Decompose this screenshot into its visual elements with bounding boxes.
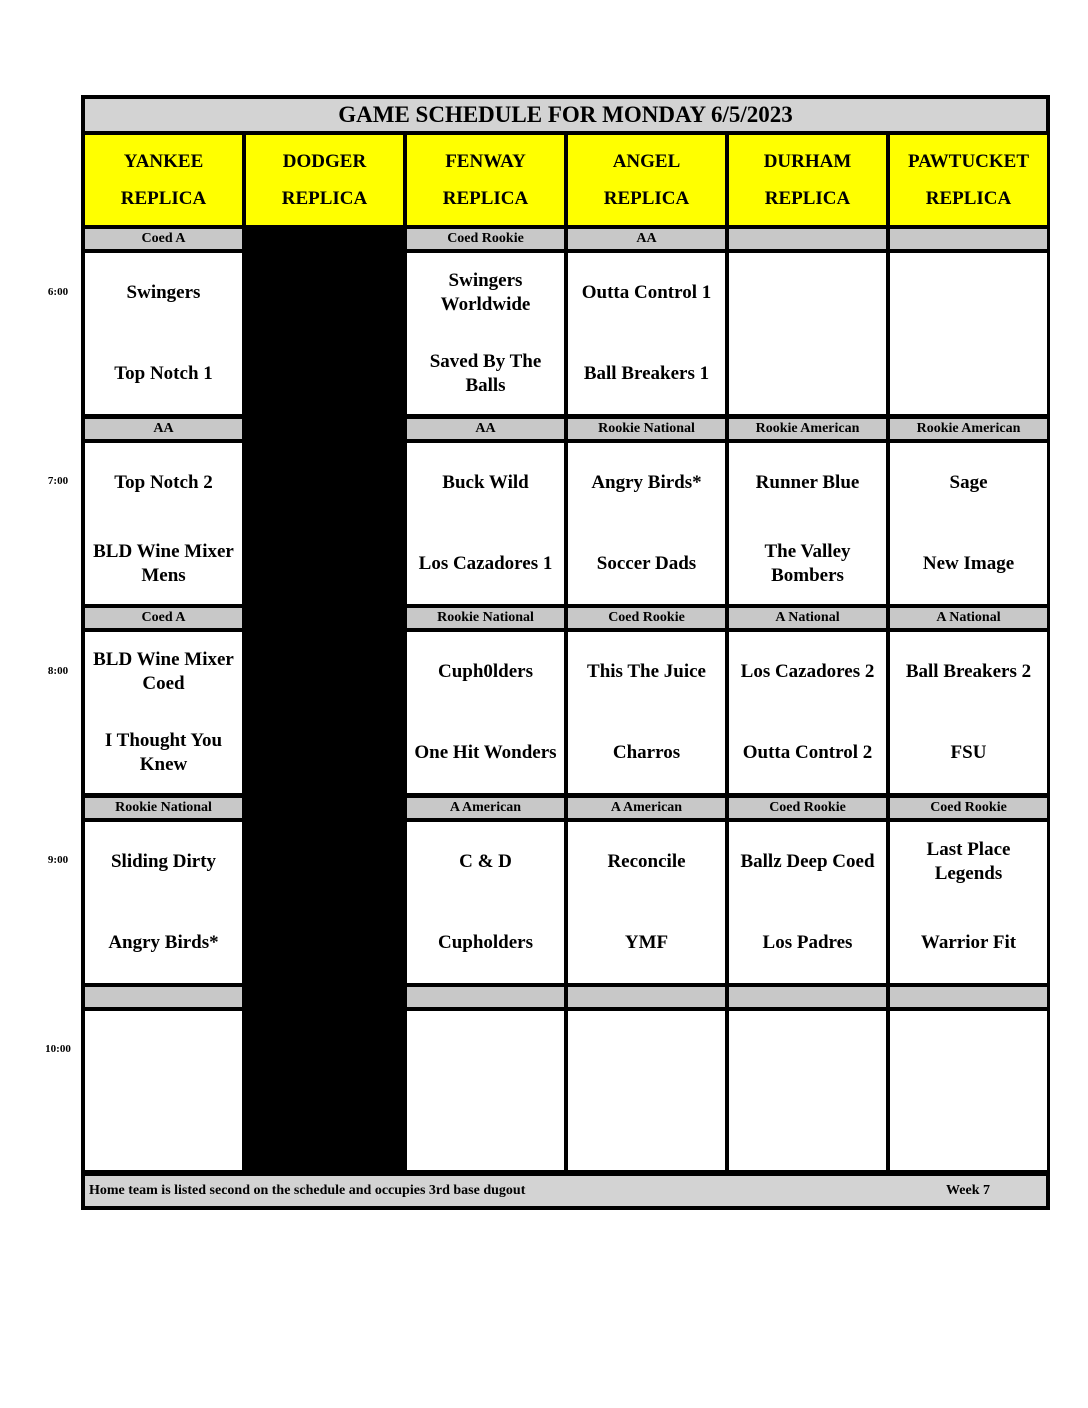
game-block	[890, 443, 1047, 604]
game-block	[729, 253, 886, 414]
home-team: Cupholders	[437, 931, 534, 953]
game-block	[729, 822, 886, 983]
league-label: Rookie American	[890, 419, 1047, 439]
game-block	[890, 1011, 1047, 1170]
league-label: Rookie American	[729, 419, 886, 439]
home-team: One Hit Wonders	[414, 741, 557, 763]
league-label	[568, 987, 725, 1007]
league-label: A National	[729, 608, 886, 628]
game-block	[407, 822, 564, 983]
league-label: A American	[568, 798, 725, 818]
home-team	[407, 1091, 564, 1171]
closed-field-column	[246, 229, 403, 1172]
game-block	[568, 822, 725, 983]
away-team: BLD Wine Mixer Coed	[93, 649, 234, 695]
league-label: Coed Rookie	[890, 798, 1047, 818]
venue-subtitle: REPLICA	[281, 188, 368, 209]
venue-subtitle: REPLICA	[603, 188, 690, 209]
game-block	[407, 443, 564, 604]
away-team	[729, 253, 886, 334]
away-team: Ball Breakers 2	[905, 661, 1032, 683]
league-label: Rookie National	[85, 798, 242, 818]
game-block	[729, 632, 886, 793]
league-label	[729, 987, 886, 1007]
league-label: Coed Rookie	[407, 229, 564, 249]
week-label: Week 7	[946, 1183, 990, 1198]
venue-name: PAWTUCKET	[907, 151, 1030, 172]
venue-subtitle: REPLICA	[925, 188, 1012, 209]
schedule-title: GAME SCHEDULE FOR MONDAY 6/5/2023	[85, 99, 1046, 131]
venue-name: DODGER	[282, 151, 367, 172]
game-block	[85, 632, 242, 793]
venue-header	[85, 135, 242, 225]
away-team: Top Notch 2	[114, 472, 213, 494]
away-team	[890, 1011, 1047, 1091]
away-team	[85, 1011, 242, 1091]
league-label	[729, 229, 886, 249]
league-label	[85, 987, 242, 1007]
game-block	[407, 253, 564, 414]
home-team: Outta Control 2	[742, 741, 873, 763]
venue-subtitle: REPLICA	[120, 188, 207, 209]
home-team: The Valley Bombers	[764, 540, 851, 586]
away-team: Sage	[949, 472, 988, 494]
away-team: Cuph0lders	[437, 661, 534, 683]
venue-name: YANKEE	[123, 151, 204, 172]
game-block	[568, 443, 725, 604]
venue-header	[246, 135, 403, 225]
time-label: 9:00	[47, 854, 69, 866]
league-label: Coed A	[85, 229, 242, 249]
venue-subtitle: REPLICA	[442, 188, 529, 209]
home-team	[890, 334, 1047, 415]
venue-header	[890, 135, 1047, 225]
league-label: AA	[568, 229, 725, 249]
home-team: New Image	[922, 552, 1015, 574]
league-label: AA	[407, 419, 564, 439]
league-label	[890, 987, 1047, 1007]
game-block	[85, 1011, 242, 1170]
home-team	[729, 1091, 886, 1171]
away-team: Outta Control 1	[581, 282, 712, 304]
away-team	[729, 1011, 886, 1091]
away-team: C & D	[459, 851, 512, 873]
away-team: Sliding Dirty	[110, 851, 217, 873]
away-team: Buck Wild	[442, 472, 529, 494]
game-block	[890, 822, 1047, 983]
game-block	[85, 822, 242, 983]
league-label: A National	[890, 608, 1047, 628]
home-team: YMF	[624, 931, 669, 953]
venue-name: FENWAY	[445, 151, 526, 172]
league-label: A American	[407, 798, 564, 818]
home-team: Warrior Fit	[920, 931, 1017, 953]
venue-header	[568, 135, 725, 225]
league-label: Rookie National	[568, 419, 725, 439]
home-team: Los Cazadores 1	[418, 552, 553, 574]
league-label: Coed Rookie	[568, 608, 725, 628]
game-block	[890, 632, 1047, 793]
venue-name: DURHAM	[763, 151, 852, 172]
game-block	[729, 1011, 886, 1170]
league-label: Rookie National	[407, 608, 564, 628]
away-team: Swingers Worldwide	[440, 270, 531, 316]
home-team: Soccer Dads	[596, 552, 697, 574]
away-team	[407, 1011, 564, 1091]
home-team: FSU	[950, 741, 987, 763]
away-team	[890, 253, 1047, 334]
venue-header	[729, 135, 886, 225]
game-block	[890, 253, 1047, 414]
game-block	[407, 1011, 564, 1170]
home-team: I Thought You Knew	[104, 729, 223, 775]
game-block	[568, 253, 725, 414]
venue-header	[407, 135, 564, 225]
league-label	[890, 229, 1047, 249]
away-team: This The Juice	[587, 661, 706, 683]
away-team: Swingers	[126, 282, 201, 304]
away-team: Reconcile	[607, 851, 686, 873]
venue-subtitle: REPLICA	[764, 188, 851, 209]
time-label: 10:00	[45, 1043, 71, 1055]
away-team: Last Place Legends	[926, 839, 1011, 885]
home-team: Ball Breakers 1	[583, 362, 710, 384]
league-label: AA	[85, 419, 242, 439]
home-team	[85, 1091, 242, 1171]
schedule-table	[81, 95, 1050, 1210]
footer-bar	[85, 1176, 1046, 1206]
game-block	[407, 632, 564, 793]
league-label: Coed Rookie	[729, 798, 886, 818]
home-team: BLD Wine Mixer Mens	[93, 540, 234, 586]
home-team: Los Padres	[762, 931, 853, 953]
away-team: Runner Blue	[755, 472, 860, 494]
home-team-note: Home team is listed second on the schedule and occupies 3rd base dugout	[89, 1183, 526, 1198]
away-team: Angry Birds*	[591, 472, 702, 494]
away-team: Los Cazadores 2	[740, 661, 875, 683]
time-label: 7:00	[47, 475, 69, 487]
game-block	[85, 253, 242, 414]
game-block	[568, 1011, 725, 1170]
home-team: Top Notch 1	[114, 362, 213, 384]
home-team	[729, 334, 886, 415]
time-label: 8:00	[47, 665, 69, 677]
home-team	[890, 1091, 1047, 1171]
home-team	[568, 1091, 725, 1171]
away-team: Ballz Deep Coed	[740, 851, 875, 873]
game-block	[568, 632, 725, 793]
home-team: Charros	[612, 741, 681, 763]
league-label	[407, 987, 564, 1007]
home-team: Angry Birds*	[108, 931, 219, 953]
game-block	[85, 443, 242, 604]
time-label: 6:00	[47, 286, 69, 298]
venue-name: ANGEL	[612, 151, 681, 172]
league-label: Coed A	[85, 608, 242, 628]
home-team: Saved By The Balls	[429, 350, 542, 396]
game-block	[729, 443, 886, 604]
away-team	[568, 1011, 725, 1091]
